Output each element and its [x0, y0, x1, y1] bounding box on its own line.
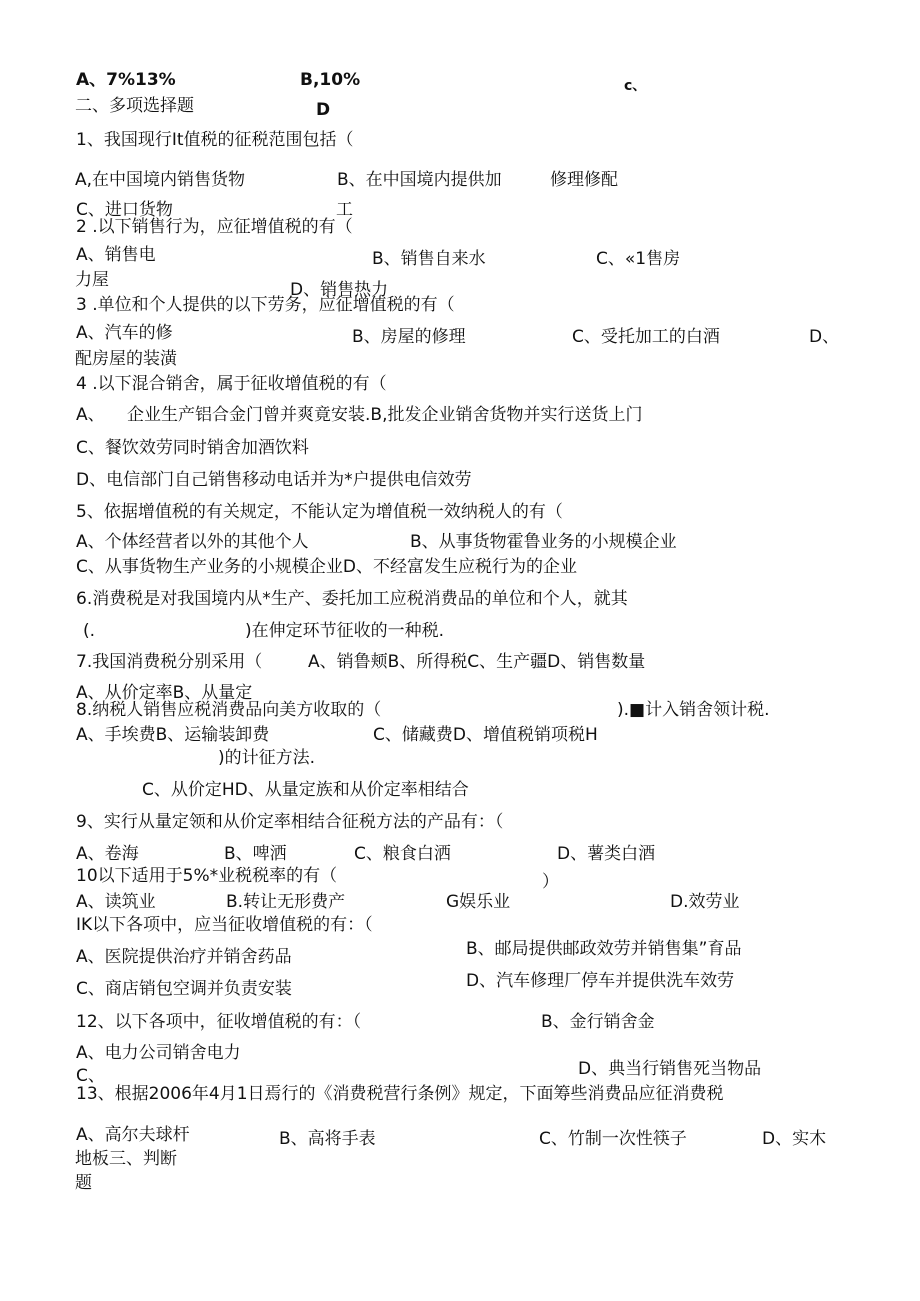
q5-stem: 5、依据增值税的有关规定，不能认定为增值税一效纳税人的有（: [76, 502, 563, 522]
q7-options: A、销鲁颊B、所得税C、生产疆D、销售数量: [308, 652, 646, 672]
q12-stem: 12、以下各项中，征收增值税的有：（: [76, 1012, 362, 1032]
q7-stem: 7.我国消费税分别采用（: [76, 652, 263, 672]
q5-option-cd: C、从事货物生产业务的小规模企业D、不经富发生应税行为的企业: [76, 557, 577, 577]
q1-option-a: A,在中国境内销售货物: [75, 170, 246, 190]
q9-option-b: B、啤洒: [224, 844, 287, 864]
q3-option-b: B、房屋的修理: [352, 327, 466, 347]
q10-option-b: B.转让无形费产: [226, 892, 346, 912]
q10-option-a: A、读筑业: [76, 892, 156, 912]
q10-option-c: G娱乐业: [446, 892, 511, 912]
q4-option-d: D、电信部门自己销售移动电话并为*户提供电信效劳: [76, 470, 472, 490]
q6-paren-open: (.: [83, 621, 96, 641]
q3-option-a-cont: 配房屋的装潢: [75, 349, 177, 369]
top-option-a: A、7%13%: [76, 70, 176, 90]
q10-option-d: D.效劳业: [670, 892, 740, 912]
q5-option-b: B、从事货物霍鲁业务的小规模企业: [410, 532, 677, 552]
q4-option-a: 企业生产铝合金门曾并爽竟安装.B,批发企业销舍货物并实行送货上门: [127, 405, 643, 425]
q4-option-a-label: A、: [76, 405, 105, 425]
q13-option-a-cont2: 题: [75, 1173, 92, 1193]
q9-option-a: A、卷海: [76, 844, 139, 864]
q13-option-a-cont: 地板三、判断: [75, 1149, 177, 1169]
q4-stem: 4 .以下混合销舍，属于征收增值税的有（: [76, 374, 387, 394]
top-option-d: D: [316, 100, 331, 120]
q13-option-c: C、竹制一次性筷子: [539, 1129, 687, 1149]
q8-line-cd: C、从价定HD、从量定族和从价定率相结合: [142, 780, 469, 800]
q3-option-c: C、受托加工的白酒: [572, 327, 720, 347]
q2-option-c: C、«1售房: [596, 249, 681, 269]
q13-option-b: B、高将手表: [279, 1129, 376, 1149]
q1-option-b: B、在中国境内提供加: [337, 170, 502, 190]
q9-option-d: D、薯类白酒: [557, 844, 656, 864]
q13-stem: 13、根据2006年4月1日焉行的《消费税营行条例》规定，下面筹些消费品应征消费税: [76, 1084, 724, 1104]
q11-stem: IK以下各项中，应当征收增值税的有：（: [76, 915, 373, 935]
q1-stem: 1、我国现行It值税的征税范围包括（: [76, 130, 354, 150]
q4-option-c: C、餐饮效劳同时销舍加酒饮料: [76, 438, 309, 458]
q13-option-d: D、实木: [762, 1129, 827, 1149]
q5-option-a: A、个体经营者以外的其他个人: [76, 532, 309, 552]
q2-stem: 2 .以下销售行为，应征增值税的有（: [76, 217, 353, 237]
q6-stem: 6.消费税是对我国境内从*生产、委托加工应税消费品的单位和个人，就其: [76, 589, 628, 609]
section-title: 二、多项选择题: [75, 96, 194, 116]
q2-option-d: D、销售热力: [290, 280, 389, 300]
q11-option-b: B、邮局提供邮政效劳并销售集”育品: [466, 939, 742, 959]
q2-option-a: A、销售电: [76, 245, 156, 265]
q11-option-c: C、商店销包空调并负责安装: [76, 979, 292, 999]
q12-option-b: B、金行销舍金: [541, 1012, 655, 1032]
q11-option-a: A、医院提供治疗并销舍药品: [76, 947, 292, 967]
q8-stem: 8.纳税人销售应税消费品向美方收取的（: [76, 700, 382, 720]
q8-option-ab: A、手埃费B、运输装卸费: [76, 725, 270, 745]
q12-option-a: A、电力公司销舍电力: [76, 1043, 241, 1063]
q7-line2: A、从价定率B、从量定: [76, 683, 253, 703]
q2-option-b: B、销售自来水: [372, 249, 486, 269]
q13-option-a: A、高尔夫球杆: [76, 1125, 190, 1145]
q6-stem-cont: )在伸定环节征收的一种税.: [245, 621, 445, 641]
q11-option-d: D、汽车修理厂停车并提供洗车效劳: [466, 971, 735, 991]
q1-option-c: C、进口货物: [76, 200, 173, 220]
top-option-b: B,10%: [300, 70, 361, 90]
q12-option-c: C、: [76, 1066, 105, 1086]
q2-option-a-cont: 力屋: [75, 270, 109, 290]
q8-option-cd: C、储藏费D、增值税销项税H: [373, 725, 598, 745]
q8-tail: )的计征方法.: [218, 748, 316, 768]
top-option-c: c、: [624, 78, 647, 94]
q1-option-b-cont: 修理修配: [550, 170, 618, 190]
q3-option-d: D、: [809, 327, 840, 347]
q9-stem: 9、实行从量定领和从价定率相结合征税方法的产品有：（: [76, 812, 504, 832]
q10-paren: ）: [542, 872, 559, 892]
q1-option-b-tail: 工: [336, 200, 353, 220]
q12-option-d: D、典当行销售死当物品: [578, 1059, 762, 1079]
q10-stem: 10以下适用于5%*业税税率的有（: [76, 866, 338, 886]
q3-option-a: A、汽车的修: [76, 323, 173, 343]
q3-stem: 3 .单位和个人提供的以下劳务，应征增值税的有（: [76, 295, 455, 315]
q8-stem-cont: ).■计入销舍领计税.: [617, 700, 770, 720]
q9-option-c: C、粮食白洒: [354, 844, 451, 864]
